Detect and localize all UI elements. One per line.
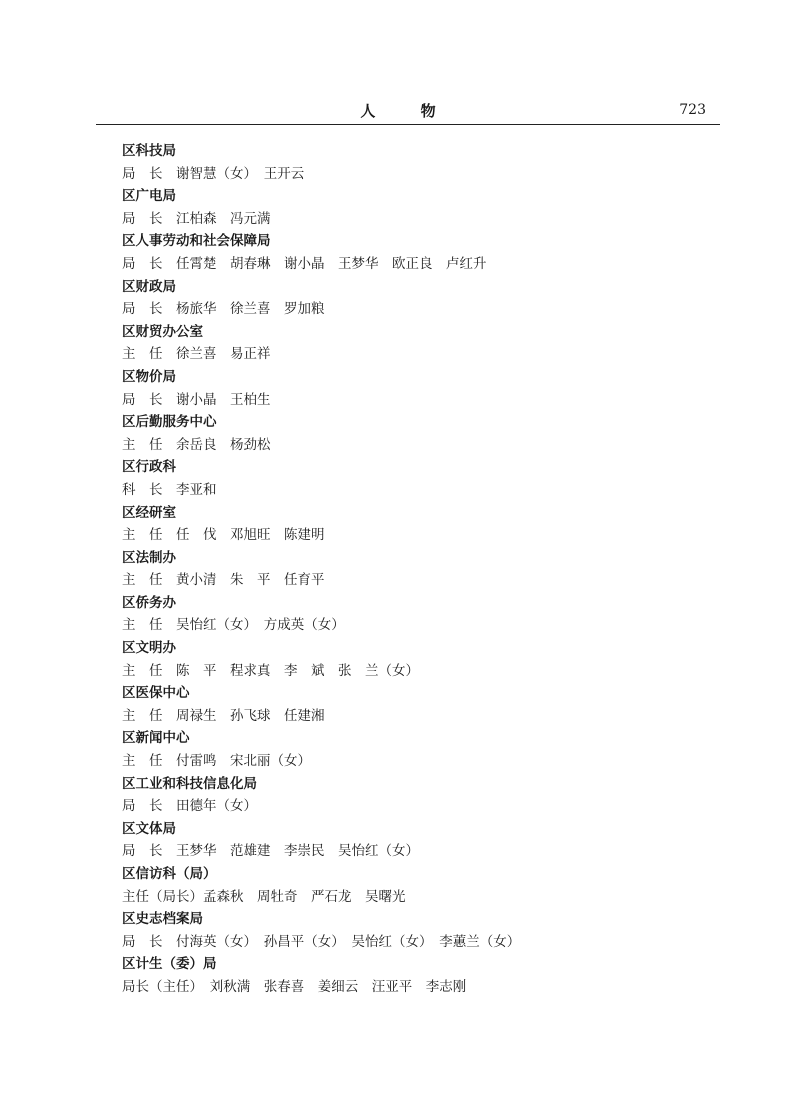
chapter-title: 人 物 [360,102,456,120]
member-line: 主 任 黄小清 朱 平 任育平 [122,572,325,589]
org-name: 区人事劳动和社会保障局 [122,233,271,250]
member-line: 科 长 李亚和 [122,481,217,498]
member-line: 主 任 任 伐 邓旭旺 陈建明 [122,527,325,544]
section-houqin [122,411,722,456]
section-guangdian [122,185,722,230]
section-renshi [122,230,722,275]
member-line: 局 长 付海英（女） 孙昌平（女） 吴怡红（女） 李蕙兰（女） [122,933,521,950]
member-line: 局 长 谢智慧（女） 王开云 [122,165,305,182]
org-name: 区工业和科技信息化局 [122,775,257,792]
personnel-list [122,140,722,999]
org-name: 区侨务办 [122,594,176,611]
member-line: 局 长 谢小晶 王柏生 [122,391,271,408]
org-name: 区新闻中心 [122,730,190,747]
org-name: 区行政科 [122,459,176,476]
org-name: 区法制办 [122,549,176,566]
org-name: 区科技局 [122,143,176,159]
org-name: 区信访科（局） [122,866,217,882]
section-jisheng [122,953,722,998]
member-line: 局长（主任） 刘秋满 张春喜 姜细云 汪亚平 李志刚 [122,978,467,995]
section-xingzheng [122,456,722,501]
section-wenti [122,818,722,863]
section-yibao [122,682,722,727]
member-line: 局 长 杨旅华 徐兰喜 罗加粮 [122,301,325,318]
section-keji [122,140,722,185]
section-qiaowu [122,592,722,637]
org-name: 区广电局 [122,188,176,205]
org-name: 区文体局 [122,820,176,837]
member-line: 局 长 王梦华 范雄建 李崇民 吴怡红（女） [122,843,419,860]
org-name: 区物价局 [122,368,176,385]
org-name: 区史志档案局 [122,911,203,928]
org-name: 区计生（委）局 [122,956,217,973]
section-gongye [122,773,722,818]
section-xinwen [122,727,722,772]
org-name: 区财政局 [122,278,176,295]
running-header [96,96,720,125]
org-name: 区医保中心 [122,685,190,702]
section-wenming [122,637,722,682]
section-shizhi [122,908,722,953]
org-name: 区后勤服务中心 [122,414,217,431]
member-line: 主 任 徐兰喜 易正祥 [122,346,271,363]
member-line: 主 任 陈 平 程求真 李 斌 张 兰（女） [122,662,419,679]
section-xinfang [122,863,722,908]
member-line: 主 任 付雷鸣 宋北丽（女） [122,753,311,770]
section-jingyan [122,502,722,547]
member-line: 局 长 田德年（女） [122,798,257,815]
section-caimao [122,321,722,366]
member-line: 主 任 吴怡红（女） 方成英（女） [122,617,345,634]
member-line: 局 长 江柏森 冯元满 [122,210,271,227]
section-fazhi [122,547,722,592]
section-wujia [122,366,722,411]
section-caizheng [122,276,722,321]
org-name: 区财贸办公室 [122,323,203,340]
member-line: 主 任 余岳良 杨劲松 [122,436,271,453]
org-name: 区经研室 [122,504,176,521]
org-name: 区文明办 [122,640,176,657]
member-line: 主 任 周禄生 孙飞球 任建湘 [122,707,325,724]
member-line: 主任（局长）孟森秋 周牡奇 严石龙 吴曙光 [122,888,406,905]
page-number: 723 [679,102,706,118]
member-line: 局 长 任霄楚 胡春琳 谢小晶 王梦华 欧正良 卢红升 [122,255,487,272]
